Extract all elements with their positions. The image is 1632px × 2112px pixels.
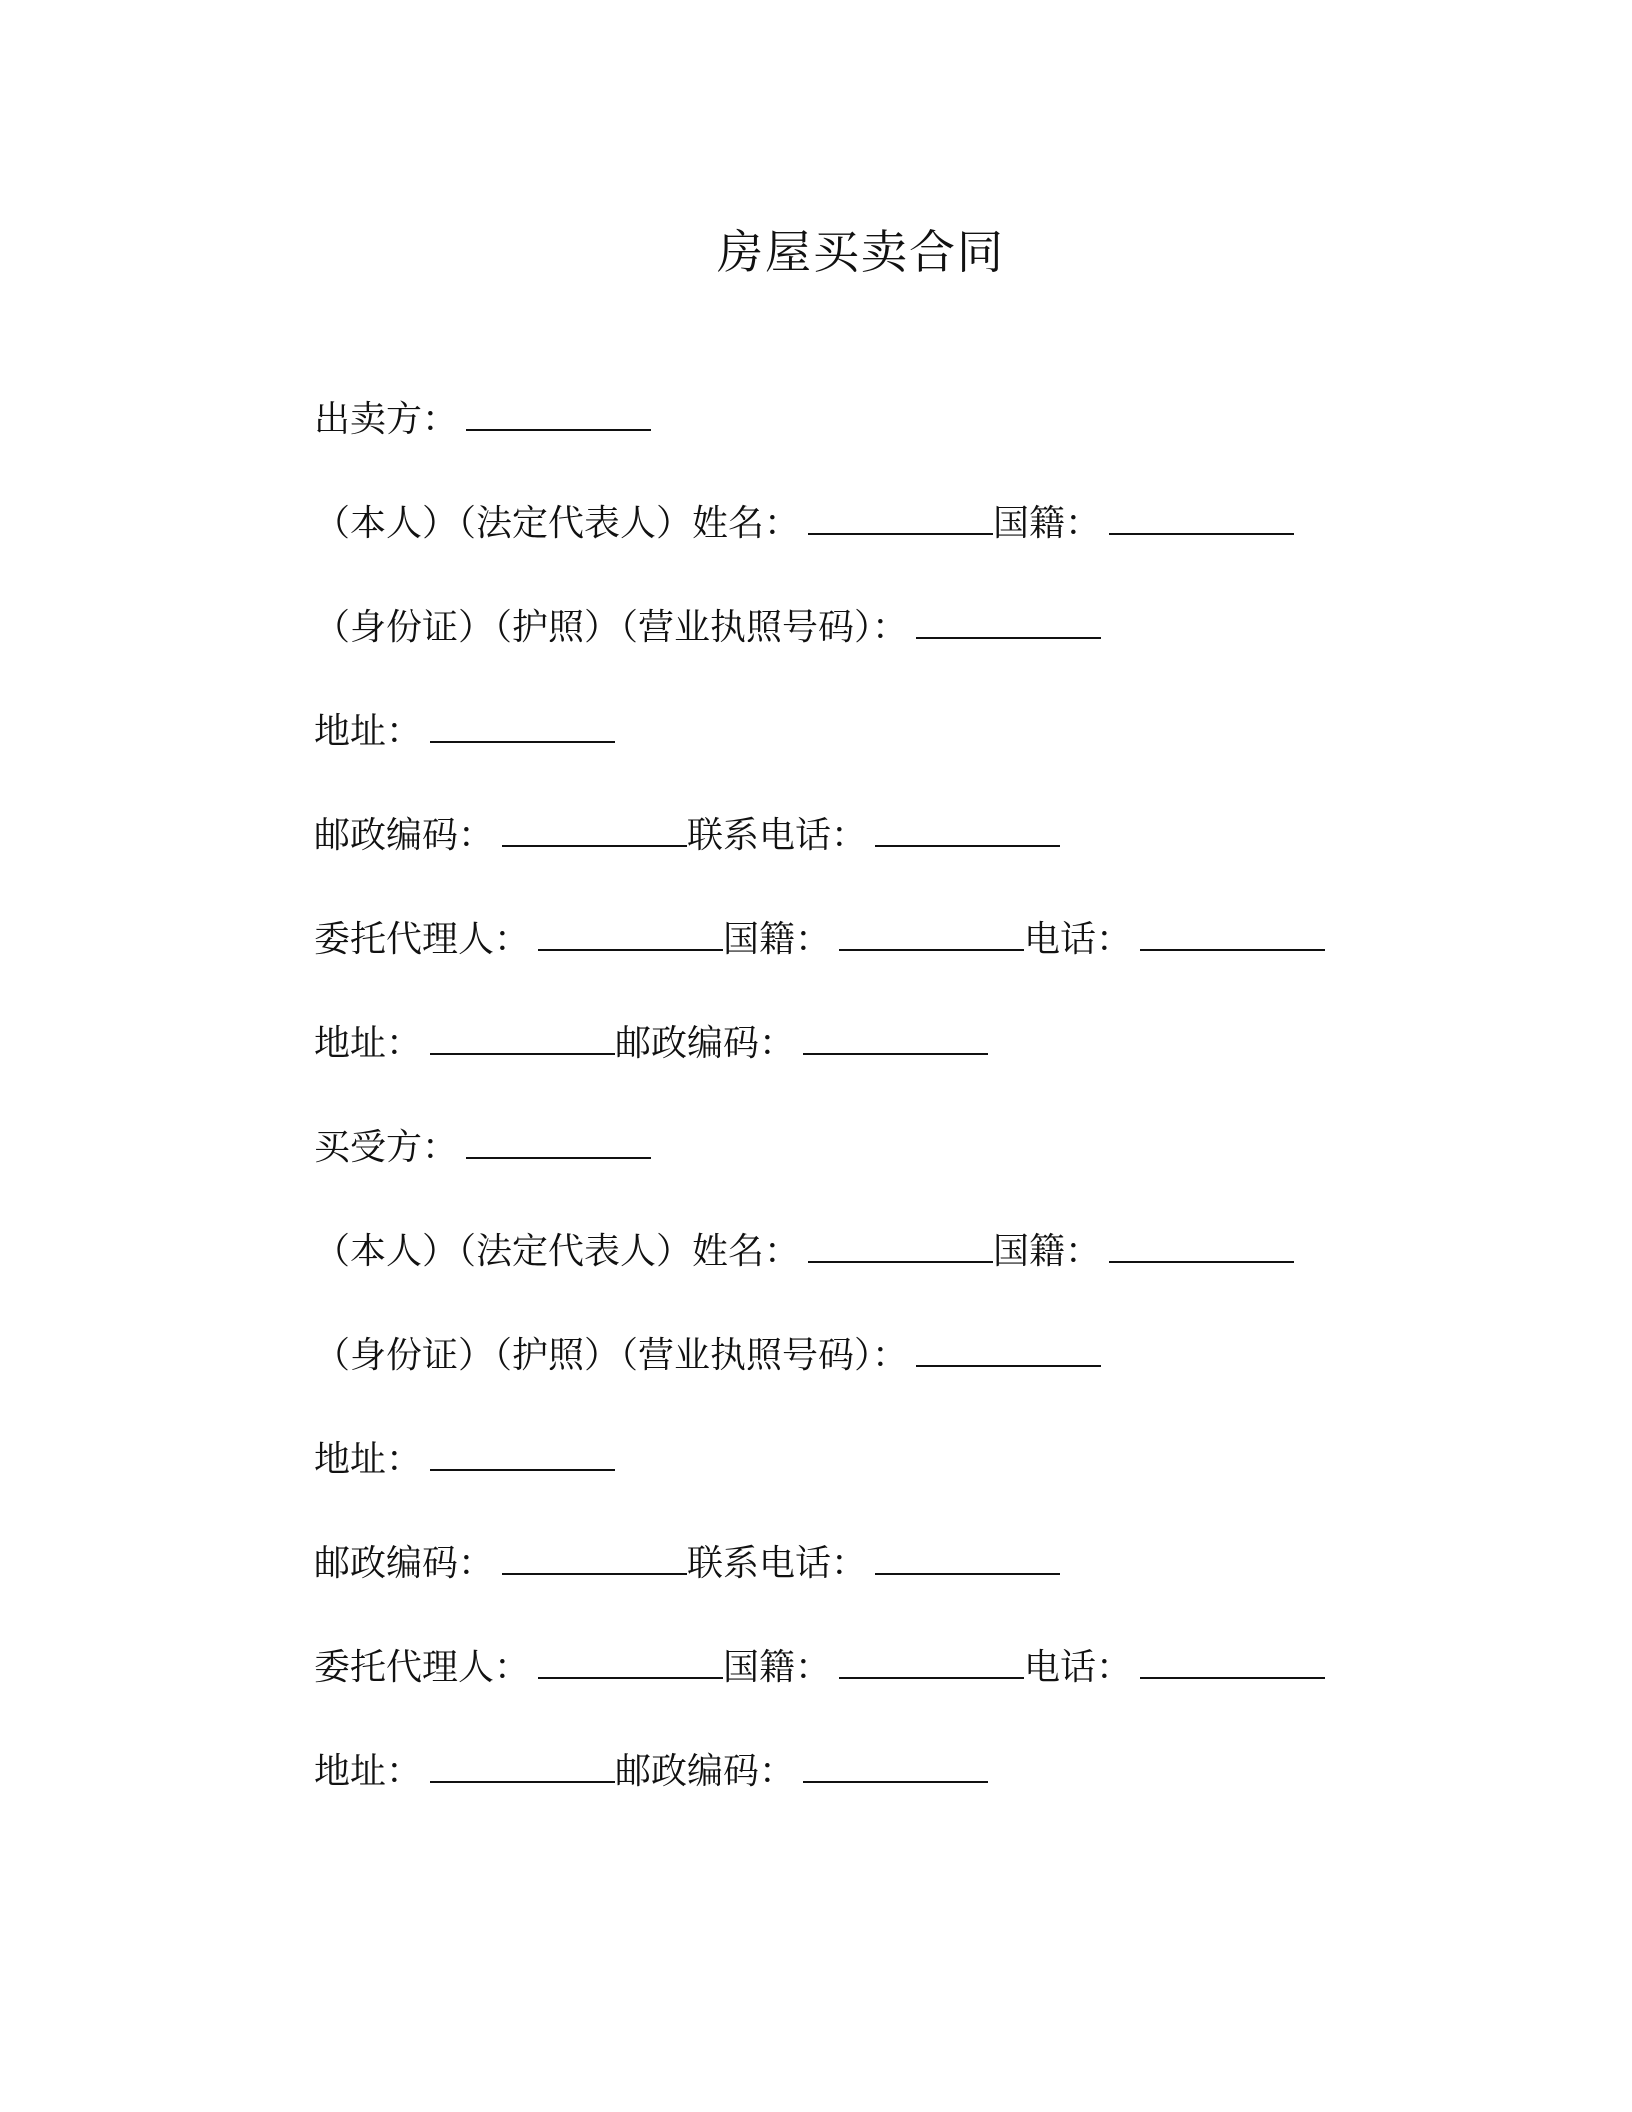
fill-in-blank[interactable] [803, 1043, 988, 1055]
form-line [314, 1122, 1414, 1226]
form-field [314, 1226, 993, 1278]
form-field [314, 1122, 651, 1174]
field-label: 联系电话： [687, 1543, 868, 1584]
fill-in-blank[interactable] [430, 731, 615, 743]
field-label: 国籍： [993, 503, 1102, 544]
fill-in-blank[interactable] [466, 1147, 651, 1159]
form-field [1024, 1642, 1325, 1694]
field-label: 买受方： [314, 1127, 459, 1168]
form-field [314, 1330, 1101, 1382]
form-field [314, 1538, 687, 1590]
fill-in-blank[interactable] [1140, 939, 1325, 951]
field-label: 地址： [314, 711, 423, 752]
document-title: 房屋买卖合同 [717, 225, 1005, 279]
fill-in-blank[interactable] [538, 939, 723, 951]
fill-in-blank[interactable] [916, 627, 1101, 639]
fill-in-blank[interactable] [803, 1771, 988, 1783]
fill-in-blank[interactable] [502, 835, 687, 847]
field-label: 电话： [1024, 919, 1133, 960]
form-line [314, 1434, 1414, 1538]
fill-in-blank[interactable] [808, 1251, 993, 1263]
fill-in-blank[interactable] [430, 1459, 615, 1471]
fill-in-blank[interactable] [538, 1667, 723, 1679]
fill-in-blank[interactable] [875, 835, 1060, 847]
field-label: 邮政编码： [314, 1543, 495, 1584]
field-label: （身份证）（护照）（营业执照号码）： [314, 607, 909, 648]
field-label: 地址： [314, 1751, 423, 1792]
field-label: （本人）（法定代表人）姓名： [314, 503, 801, 544]
field-label: （身份证）（护照）（营业执照号码）： [314, 1335, 909, 1376]
form-field [314, 706, 615, 758]
fill-in-blank[interactable] [1109, 1251, 1294, 1263]
form-line [314, 1018, 1414, 1122]
field-label: 邮政编码： [615, 1751, 796, 1792]
form-field [314, 1746, 615, 1798]
field-label: 联系电话： [687, 815, 868, 856]
field-label: 国籍： [993, 1231, 1102, 1272]
form-field [993, 498, 1294, 550]
fill-in-blank[interactable] [1109, 523, 1294, 535]
form-field [314, 1434, 615, 1486]
form-field [687, 810, 1060, 862]
form-field [314, 498, 993, 550]
form-field [314, 914, 723, 966]
form-line [314, 1330, 1414, 1434]
form-line [314, 1642, 1414, 1746]
form-field [314, 394, 651, 446]
form-field [615, 1746, 988, 1798]
fill-in-blank[interactable] [502, 1563, 687, 1575]
field-label: 地址： [314, 1439, 423, 1480]
fill-in-blank[interactable] [466, 419, 651, 431]
form-line [314, 602, 1414, 706]
fill-in-blank[interactable] [1140, 1667, 1325, 1679]
form-field [993, 1226, 1294, 1278]
fill-in-blank[interactable] [430, 1043, 615, 1055]
fill-in-blank[interactable] [430, 1771, 615, 1783]
fill-in-blank[interactable] [839, 939, 1024, 951]
field-label: 委托代理人： [314, 1647, 531, 1688]
form-line [314, 1226, 1414, 1330]
form-line [314, 394, 1414, 498]
fill-in-blank[interactable] [875, 1563, 1060, 1575]
field-label: （本人）（法定代表人）姓名： [314, 1231, 801, 1272]
fill-in-blank[interactable] [916, 1355, 1101, 1367]
form-field [314, 602, 1101, 654]
form-line [314, 810, 1414, 914]
field-label: 电话： [1024, 1647, 1133, 1688]
form-field [314, 1018, 615, 1070]
form-line [314, 914, 1414, 1018]
form-line [314, 1538, 1414, 1642]
field-label: 国籍： [723, 1647, 832, 1688]
form-field [314, 1642, 723, 1694]
field-label: 地址： [314, 1023, 423, 1064]
field-label: 委托代理人： [314, 919, 531, 960]
fill-in-blank[interactable] [839, 1667, 1024, 1679]
form-field [314, 810, 687, 862]
form-field [723, 914, 1024, 966]
field-label: 国籍： [723, 919, 832, 960]
form-field [1024, 914, 1325, 966]
field-label: 出卖方： [314, 399, 459, 440]
form-line [314, 498, 1414, 602]
form-line [314, 706, 1414, 810]
form-lines [314, 394, 1414, 1850]
field-label: 邮政编码： [314, 815, 495, 856]
form-field [687, 1538, 1060, 1590]
form-field [723, 1642, 1024, 1694]
form-line [314, 1746, 1414, 1850]
form-field [615, 1018, 988, 1070]
field-label: 邮政编码： [615, 1023, 796, 1064]
fill-in-blank[interactable] [808, 523, 993, 535]
